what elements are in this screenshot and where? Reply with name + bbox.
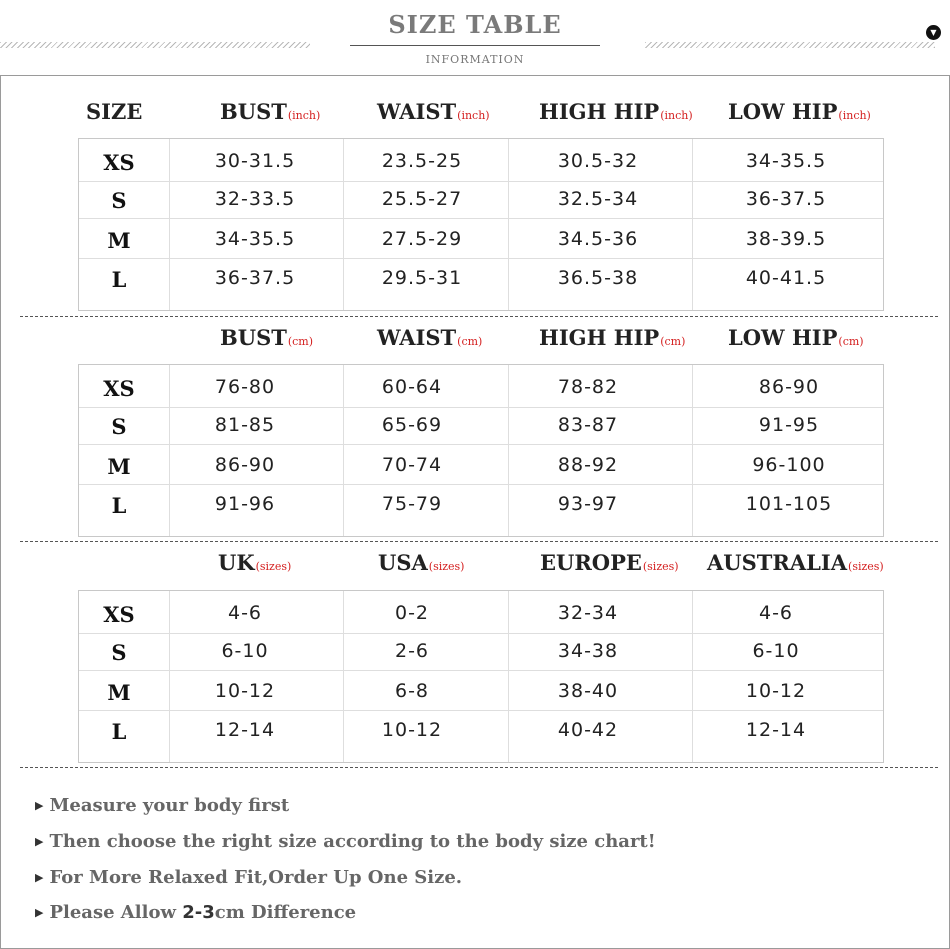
header-zigzag-left — [0, 42, 310, 48]
column-header: BUST(inch) — [220, 99, 321, 124]
table-cell: 78-82 — [557, 376, 619, 398]
table-cell: 65-69 — [381, 414, 443, 436]
table-cell: 0-2 — [394, 602, 430, 624]
unit-label: (inch) — [838, 109, 871, 122]
table-cell: 36-37.5 — [214, 267, 296, 289]
table-cell: 88-92 — [557, 454, 619, 476]
size-grid — [78, 138, 884, 311]
size-label: XS — [103, 150, 135, 175]
table-cell: 4-6 — [758, 602, 794, 624]
table-cell: 86-90 — [758, 376, 820, 398]
table-cell: 38-40 — [557, 680, 619, 702]
table-cell: 32.5-34 — [557, 188, 639, 210]
table-cell: 32-34 — [557, 602, 619, 624]
section-divider — [20, 316, 938, 317]
section-divider — [20, 541, 938, 542]
table-cell: 36.5-38 — [557, 267, 639, 289]
list-item: ▶ Measure your body first — [35, 795, 290, 816]
table-cell: 6-10 — [752, 640, 800, 662]
size-label: L — [111, 719, 127, 744]
column-header: LOW HIP(inch) — [728, 99, 871, 124]
table-cell: 96-100 — [752, 454, 826, 476]
table-cell: 86-90 — [214, 454, 276, 476]
triangle-right-icon: ▶ — [35, 871, 44, 884]
table-cell: 10-12 — [214, 680, 276, 702]
unit-label: (inch) — [457, 109, 490, 122]
table-cell: 10-12 — [745, 680, 807, 702]
table-cell: 6-10 — [221, 640, 269, 662]
size-label: L — [111, 267, 127, 292]
size-label: S — [111, 640, 127, 665]
column-header: EUROPE(sizes) — [540, 550, 679, 575]
unit-label: (cm) — [457, 335, 483, 348]
size-label: S — [111, 414, 127, 439]
table-cell: 36-37.5 — [745, 188, 827, 210]
column-header: USA(sizes) — [378, 550, 465, 575]
table-cell: 12-14 — [214, 719, 276, 741]
table-cell: 91-96 — [214, 493, 276, 515]
unit-label: (cm) — [660, 335, 686, 348]
size-label: M — [107, 228, 131, 253]
list-item: ▶ For More Relaxed Fit,Order Up One Size. — [35, 867, 463, 888]
size-label: M — [107, 680, 131, 705]
table-cell: 2-6 — [394, 640, 430, 662]
table-cell: 29.5-31 — [381, 267, 463, 289]
table-cell: 38-39.5 — [745, 228, 827, 250]
table-cell: 34-35.5 — [214, 228, 296, 250]
table-cell: 40-42 — [557, 719, 619, 741]
unit-label: (sizes) — [255, 560, 292, 573]
page-title: SIZE TABLE — [388, 10, 562, 39]
size-label: M — [107, 454, 131, 479]
table-cell: 25.5-27 — [381, 188, 463, 210]
column-header: BUST(cm) — [220, 325, 314, 350]
triangle-right-icon: ▶ — [35, 835, 44, 848]
table-cell: 30.5-32 — [557, 150, 639, 172]
size-label: XS — [103, 602, 135, 627]
column-header: AUSTRALIA(sizes) — [707, 550, 884, 575]
size-label: S — [111, 188, 127, 213]
table-cell: 34-35.5 — [745, 150, 827, 172]
table-cell: 34-38 — [557, 640, 619, 662]
table-cell: 75-79 — [381, 493, 443, 515]
unit-label: (inch) — [660, 109, 693, 122]
size-grid — [78, 364, 884, 537]
table-cell: 6-8 — [394, 680, 430, 702]
unit-label: (sizes) — [642, 560, 679, 573]
column-header: WAIST(cm) — [377, 325, 483, 350]
column-header: HIGH HIP(inch) — [539, 99, 693, 124]
unit-label: (sizes) — [848, 560, 884, 573]
list-item: ▶ Then choose the right size according to the body size chart! — [35, 831, 656, 852]
table-cell: 32-33.5 — [214, 188, 296, 210]
column-header: LOW HIP(cm) — [728, 325, 864, 350]
table-cell: 81-85 — [214, 414, 276, 436]
table-cell: 27.5-29 — [381, 228, 463, 250]
unit-label: (inch) — [287, 109, 321, 122]
table-cell: 30-31.5 — [214, 150, 296, 172]
size-column-header: SIZE — [86, 99, 143, 124]
table-cell: 83-87 — [557, 414, 619, 436]
table-cell: 76-80 — [214, 376, 276, 398]
size-grid — [78, 590, 884, 763]
triangle-right-icon: ▶ — [35, 799, 44, 812]
header-divider — [350, 45, 600, 46]
page-subtitle: INFORMATION — [425, 53, 525, 66]
table-cell: 101-105 — [745, 493, 833, 515]
chevron-down-icon[interactable]: ▼ — [926, 25, 941, 40]
unit-label: (cm) — [287, 335, 314, 348]
size-label: XS — [103, 376, 135, 401]
triangle-right-icon: ▶ — [35, 906, 44, 919]
table-cell: 93-97 — [557, 493, 619, 515]
column-header: WAIST(inch) — [377, 99, 490, 124]
unit-label: (cm) — [838, 335, 864, 348]
table-cell: 4-6 — [227, 602, 263, 624]
column-header: HIGH HIP(cm) — [539, 325, 686, 350]
table-cell: 23.5-25 — [381, 150, 463, 172]
table-cell: 60-64 — [381, 376, 443, 398]
table-cell: 91-95 — [758, 414, 820, 436]
unit-label: (sizes) — [428, 560, 465, 573]
table-cell: 12-14 — [745, 719, 807, 741]
column-header: UK(sizes) — [218, 550, 292, 575]
section-divider — [20, 767, 938, 768]
list-item: ▶ Please Allow 2-3cm Difference — [35, 902, 357, 923]
header-zigzag-right — [645, 42, 935, 48]
table-cell: 34.5-36 — [557, 228, 639, 250]
table-cell: 40-41.5 — [745, 267, 827, 289]
size-label: L — [111, 493, 127, 518]
table-cell: 70-74 — [381, 454, 443, 476]
table-cell: 10-12 — [381, 719, 443, 741]
